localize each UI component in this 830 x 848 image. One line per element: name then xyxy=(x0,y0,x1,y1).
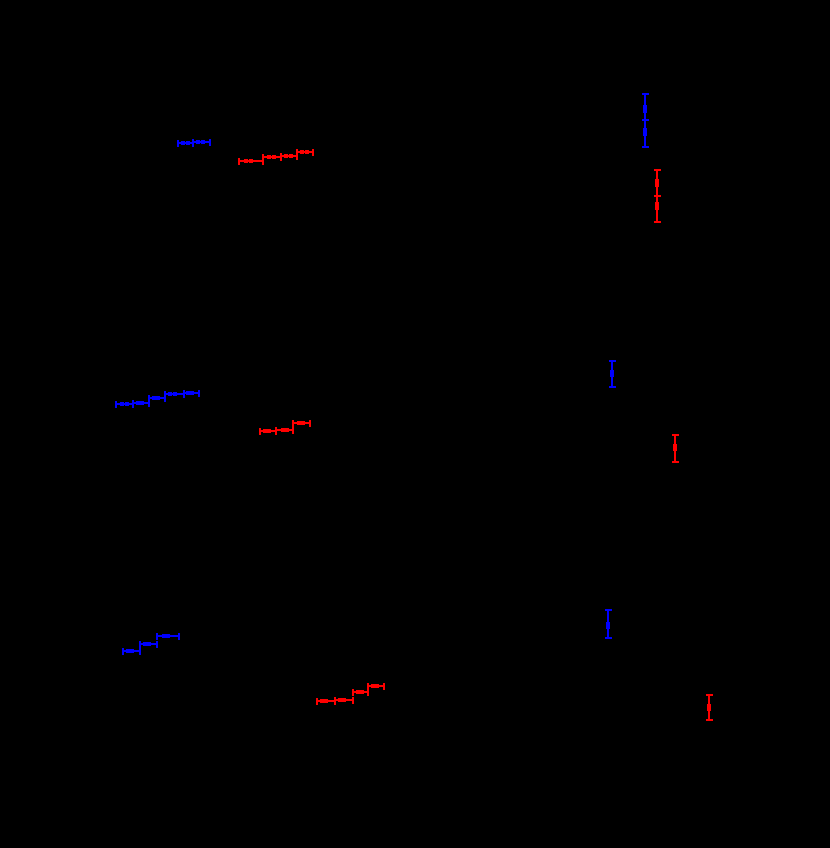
data-point-marker xyxy=(249,159,253,163)
errorbar-cap xyxy=(672,434,679,436)
data-point-marker xyxy=(272,155,276,159)
data-point-marker xyxy=(140,401,144,405)
errorbar-cap xyxy=(132,400,134,407)
errorbar-cap xyxy=(178,633,180,640)
errorbar-cap xyxy=(275,427,277,434)
errorbar-cap xyxy=(122,648,124,655)
data-point-marker xyxy=(285,428,289,432)
errorbar-cap xyxy=(139,641,141,648)
data-point-marker xyxy=(606,625,610,629)
errorbar-cap xyxy=(609,360,616,362)
data-point-marker xyxy=(655,206,659,210)
data-point-marker xyxy=(168,392,172,396)
errorbar-cap xyxy=(605,609,612,611)
data-point-marker xyxy=(707,707,711,711)
data-point-marker xyxy=(130,649,134,653)
data-point-marker xyxy=(120,402,124,406)
data-point-marker xyxy=(289,154,293,158)
errorbar-cap xyxy=(352,697,354,704)
data-point-marker xyxy=(244,159,248,163)
errorbar-cap xyxy=(164,391,166,398)
errorbar-cap xyxy=(367,689,369,696)
data-point-marker xyxy=(300,150,304,154)
data-point-marker xyxy=(267,429,271,433)
errorbar-cap xyxy=(672,461,679,463)
errorbar-cap xyxy=(383,683,385,690)
data-point-marker xyxy=(267,155,271,159)
errorbar-cap xyxy=(609,386,616,388)
data-point-marker xyxy=(305,150,309,154)
data-point-marker xyxy=(301,421,305,425)
data-point-marker xyxy=(342,698,346,702)
data-point-marker xyxy=(125,402,129,406)
errorbar-cap xyxy=(156,633,158,640)
errorbar-cap xyxy=(316,698,318,705)
data-point-marker xyxy=(186,141,190,145)
data-point-marker xyxy=(201,140,205,144)
errorbar-cap xyxy=(183,390,185,397)
errorbar-cap xyxy=(192,139,194,146)
errorbar-cap xyxy=(334,697,336,704)
data-point-marker xyxy=(360,690,364,694)
data-point-marker xyxy=(196,140,200,144)
errorbar-cap xyxy=(156,641,158,648)
errorbar-cap xyxy=(642,93,649,95)
errorbar-cap xyxy=(238,158,240,165)
errorbar-cap xyxy=(115,401,117,408)
errorbar-cap xyxy=(292,420,294,427)
data-point-marker xyxy=(673,447,677,451)
errorbar-cap xyxy=(352,689,354,696)
errorbar-cap xyxy=(292,427,294,434)
errorbar-cap xyxy=(296,149,298,156)
errorbar-cap xyxy=(654,221,661,223)
data-point-marker xyxy=(643,132,647,136)
errorbar-cap xyxy=(654,169,661,171)
errorbar-cap xyxy=(312,149,314,156)
errorbar-cap xyxy=(177,140,179,147)
errorbar-cap xyxy=(309,420,311,427)
data-point-marker xyxy=(655,183,659,187)
errorbar-cap xyxy=(642,119,649,121)
errorbar-cap xyxy=(367,683,369,690)
errorbar-cap xyxy=(139,648,141,655)
data-point-marker xyxy=(147,642,151,646)
data-point-marker xyxy=(190,391,194,395)
errorbar-cap xyxy=(706,719,713,721)
data-point-marker xyxy=(156,396,160,400)
data-point-marker xyxy=(166,634,170,638)
data-point-marker xyxy=(375,684,379,688)
data-point-marker xyxy=(643,109,647,113)
errorbar-cap xyxy=(148,395,150,402)
data-point-marker xyxy=(181,141,185,145)
errorbar-cap xyxy=(642,146,649,148)
errorbar-cap xyxy=(605,637,612,639)
data-point-marker xyxy=(324,699,328,703)
errorbar-cap xyxy=(209,139,211,146)
errorbar-cap xyxy=(198,390,200,397)
errorbar-cap xyxy=(259,428,261,435)
errorbar-cap xyxy=(654,195,661,197)
errorbar-cap xyxy=(262,154,264,161)
data-point-marker xyxy=(284,154,288,158)
data-point-marker xyxy=(173,392,177,396)
data-point-marker xyxy=(610,373,614,377)
errorbar-cap xyxy=(706,694,713,696)
errorbar-cap xyxy=(280,153,282,160)
